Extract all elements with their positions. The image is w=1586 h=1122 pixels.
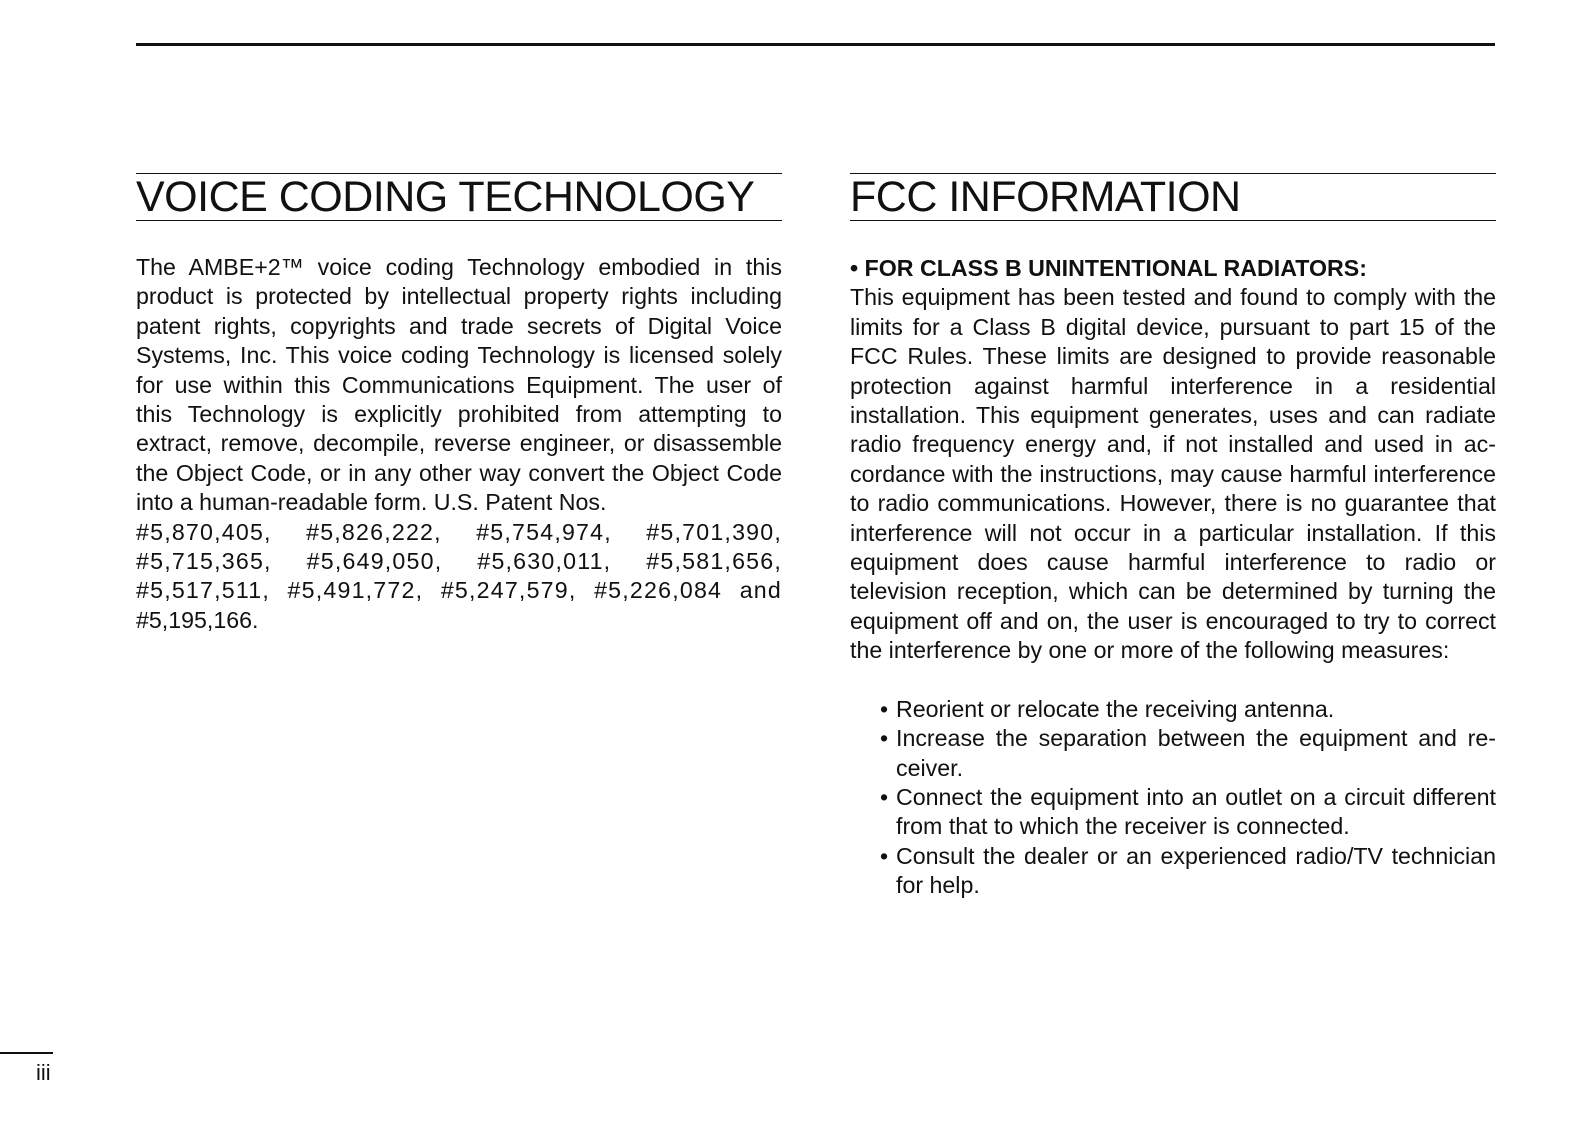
patent-line: #5,715,365, #5,649,050, #5,630,011, #5,581,656, [136,548,782,575]
voice-coding-body [136,253,782,635]
measure-text: Consult the dealer or an experienced radio/TV technician for help. [896,842,1496,899]
patent-line: #5,870,405, #5,826,222, #5,754,974, #5,701,390, [136,518,782,545]
measure-item [880,724,1496,783]
patent-line: #5,517,511, #5,491,772, #5,247,579, #5,226,084 and [136,577,782,604]
voice-coding-title: VOICE CODING TECHNOLOGY [136,173,782,221]
fcc-title: FCC INFORMATION [850,173,1496,221]
page-number: iii [36,1060,51,1085]
patent-last: #5,195,166. [136,606,259,633]
measure-text: Connect the equipment into an outlet on a circuit different from that to which the receiver is connected. [896,783,1496,840]
fcc-measures-list [850,695,1496,901]
fcc-subheading: • FOR CLASS B UNINTENTIONAL RADIATORS: [850,255,1367,281]
bullet-icon: • [880,695,889,722]
measure-item [880,783,1496,842]
voice-coding-section [136,173,782,635]
fcc-paragraph: This equipment has been tested and found to comply with the limits for a Class B digital device, pursuant to part 15 of the FCC Rules. These limits are designed to provide reasonable protection against harmful interference in a residential installation. This equipment generates, uses and can radiate radio frequency energy and, if not installed and used in accordance with the instructions, may cause harmful interference to radio communications. However, there is no guarantee that interference will not occur in a particular installation. If this equipment does cause harmful interference to radio or television reception, which can be determined by turning the equipment off and on, the user is encouraged to try to correct the interference by one or more of the following measures: [850,284,1496,664]
measure-text: Increase the separation between the equipment and receiver. [896,725,1496,781]
voice-coding-paragraph: The AMBE+2™ voice coding Technology embodied in this product is protected by intellectual property rights including patent rights, copyrights and trade secrets of Digital Voice Systems, Inc. This voice coding Technology is licensed solely for use within this Communications Equipment. The user of this Technology is explicitly prohibited from attempting to extract, remove, decompile, reverse engineer, or disassemble the Object Code, or in any other way convert the Object Code into a human-readable form. U.S. Patent Nos. [136,254,782,516]
bullet-icon: • [880,842,889,869]
bullet-icon: • [880,783,889,810]
fcc-section [850,173,1496,901]
measure-item [880,842,1496,901]
bullet-icon: • [880,725,889,752]
top-rule [136,43,1495,46]
measure-text: Reorient or relocate the receiving antenna. [896,695,1335,722]
measure-item [880,695,1496,724]
page-number-rule [0,1052,53,1054]
